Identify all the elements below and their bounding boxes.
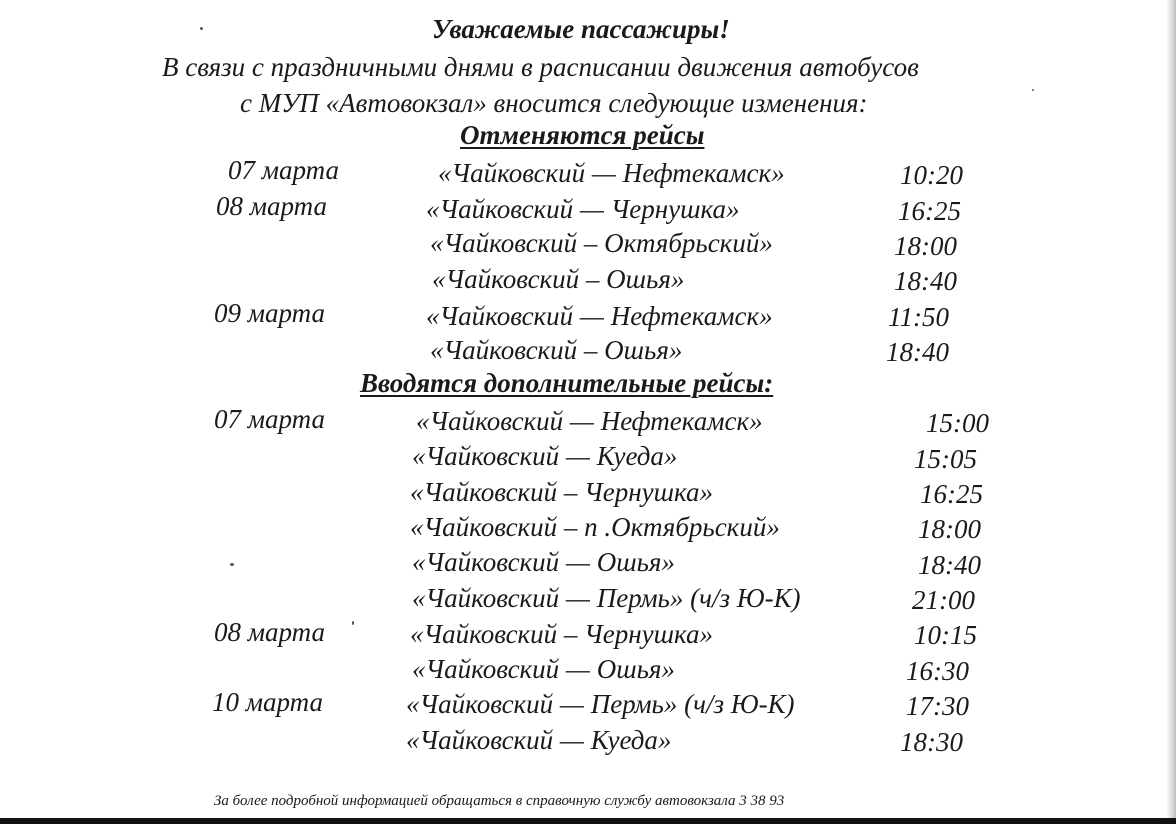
notice-intro-line-1: В связи с праздничными днями в расписании движения автобусов — [162, 52, 919, 82]
scan-speck — [352, 621, 354, 625]
row-time: 10:15 — [914, 620, 977, 650]
row-time: 15:00 — [926, 408, 989, 438]
scan-bottom-edge — [0, 818, 1176, 824]
row-time: 16:25 — [898, 196, 961, 226]
row-route: «Чайковский — Куеда» — [412, 441, 678, 471]
row-date: 07 марта — [228, 155, 339, 185]
notice-title: Уважаемые пассажиры! — [432, 14, 730, 44]
row-date: 09 марта — [214, 298, 325, 328]
row-route: «Чайковский — Ошья» — [412, 654, 675, 684]
row-date: 08 марта — [216, 191, 327, 221]
cancelled-heading: Отменяются рейсы — [460, 120, 705, 150]
row-route: «Чайковский — Пермь» (ч/з Ю-К) — [406, 689, 795, 719]
row-route: «Чайковский – Октябрьский» — [430, 228, 773, 258]
row-time: 18:00 — [894, 231, 957, 261]
footer-info: За более подробной информацией обращаться в справочную службу автовокзала 3 38 93 — [214, 793, 785, 809]
scan-speck — [230, 563, 234, 566]
scan-speck — [1032, 89, 1034, 91]
row-route: «Чайковский — Нефтекамск» — [426, 301, 773, 331]
row-route: «Чайковский – Чернушка» — [410, 619, 713, 649]
row-route: «Чайковский — Пермь» (ч/з Ю-К) — [412, 583, 801, 613]
row-route: «Чайковский — Чернушка» — [426, 194, 740, 224]
row-time: 10:20 — [900, 160, 963, 190]
scan-speck — [200, 27, 203, 30]
row-time: 21:00 — [912, 585, 975, 615]
row-time: 18:30 — [900, 727, 963, 757]
row-route: «Чайковский – Ошья» — [430, 335, 683, 365]
row-time: 17:30 — [906, 691, 969, 721]
row-time: 16:25 — [920, 479, 983, 509]
row-route: «Чайковский – Чернушка» — [410, 477, 713, 507]
row-route: «Чайковский – Ошья» — [432, 264, 685, 294]
row-date: 10 марта — [212, 687, 323, 717]
row-time: 18:00 — [918, 514, 981, 544]
row-route: «Чайковский — Куеда» — [406, 725, 672, 755]
row-route: «Чайковский – п .Октябрьский» — [410, 512, 780, 542]
row-date: 07 марта — [214, 404, 325, 434]
row-time: 15:05 — [914, 444, 977, 474]
row-date: 08 марта — [214, 617, 325, 647]
row-time: 18:40 — [918, 550, 981, 580]
scan-right-edge — [1166, 0, 1176, 824]
row-time: 11:50 — [888, 302, 949, 332]
row-route: «Чайковский — Нефтекамск» — [416, 406, 763, 436]
row-time: 18:40 — [886, 337, 949, 367]
row-time: 16:30 — [906, 656, 969, 686]
row-route: «Чайковский — Нефтекамск» — [438, 158, 785, 188]
row-route: «Чайковский — Ошья» — [412, 547, 675, 577]
additional-heading: Вводятся дополнительные рейсы: — [360, 368, 774, 398]
row-time: 18:40 — [894, 266, 957, 296]
notice-intro-line-2: с МУП «Автовокзал» вносится следующие изменения: — [240, 88, 868, 118]
